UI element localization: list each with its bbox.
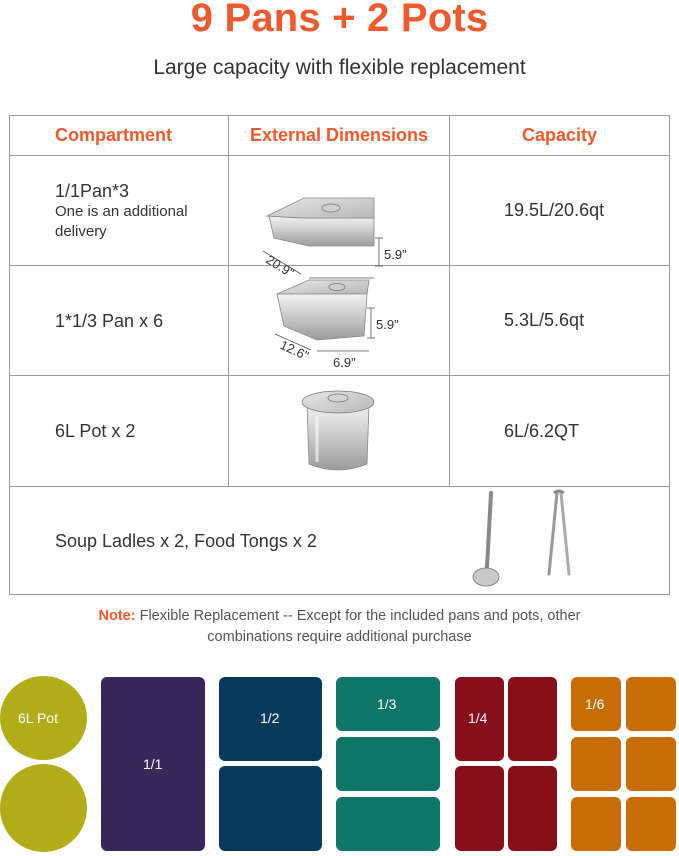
- sixth-pan-block: [571, 737, 621, 791]
- dim-depth: 20.9": [263, 251, 297, 281]
- page-title: 9 Pans + 2 Pots: [190, 0, 489, 40]
- third-pan-block: [336, 797, 440, 851]
- note-line2: combinations require additional purchase: [207, 629, 472, 645]
- pot-circle: [0, 764, 87, 852]
- spec-table: [9, 115, 670, 595]
- capacity-cell: 5.3L/5.6qt: [450, 266, 670, 376]
- table-row: [10, 487, 670, 595]
- compartment-name: 1*1/3 Pan x 6: [10, 266, 229, 376]
- half-pan-label: 1/2: [260, 710, 280, 726]
- ladle-and-tongs-image: [465, 489, 595, 593]
- third-pan-block: [336, 737, 440, 791]
- compartment-cell: [10, 156, 229, 266]
- note: [0, 606, 679, 648]
- note-line1: Flexible Replacement -- Except for the included pans and pots, other: [135, 608, 581, 624]
- header-external-dimensions: External Dimensions: [229, 116, 450, 156]
- third-pan-label: 1/3: [377, 696, 397, 712]
- sixth-pan-block: [571, 797, 621, 851]
- dim-depth: 12.6": [277, 337, 312, 364]
- dim-height: 5.9": [376, 317, 399, 332]
- utensils-text: Soup Ladles x 2, Food Tongs x 2: [55, 530, 317, 551]
- dim-width: 6.9": [333, 355, 356, 370]
- sixth-pan-block: [626, 737, 676, 791]
- dim-height: 5.9": [384, 247, 407, 262]
- quarter-pan-block: [508, 766, 557, 851]
- pot-image: [229, 376, 449, 487]
- third-pan-image: [229, 266, 449, 376]
- dimension-image-cell: [229, 156, 450, 281]
- table-header-row: [10, 116, 670, 156]
- full-pan-label: 1/1: [143, 756, 163, 772]
- half-pan-block: [219, 766, 322, 851]
- quarter-pan-block: [455, 766, 504, 851]
- pot-label: 6L Pot: [18, 710, 58, 726]
- sixth-pan-block: [626, 797, 676, 851]
- sixth-pan-block: [626, 677, 676, 731]
- pot-image-cell: [229, 376, 450, 487]
- full-pan-image: [229, 156, 449, 281]
- compartment-name: 1/1Pan*3: [55, 180, 130, 201]
- capacity-cell: 19.5L/20.6qt: [450, 156, 670, 266]
- page-subtitle: Large capacity with flexible replacement: [153, 56, 526, 79]
- table-row: [10, 266, 670, 376]
- compartment-note-line1: One is an additional: [55, 202, 188, 220]
- sixth-pan-label: 1/6: [585, 696, 605, 712]
- table-row: [10, 376, 670, 487]
- compartment-note-line2: delivery: [55, 222, 107, 240]
- dimension-image-cell: [229, 266, 450, 376]
- compartment-name: 6L Pot x 2: [10, 376, 229, 487]
- quarter-pan-block: [508, 677, 557, 761]
- header-compartment: Compartment: [10, 116, 229, 156]
- capacity-cell: 6L/6.2QT: [450, 376, 670, 487]
- quarter-pan-label: 1/4: [468, 710, 488, 726]
- table-row: [10, 156, 670, 266]
- note-label: Note:: [98, 608, 136, 624]
- utensils-cell: [10, 487, 670, 595]
- header-capacity: Capacity: [450, 116, 670, 156]
